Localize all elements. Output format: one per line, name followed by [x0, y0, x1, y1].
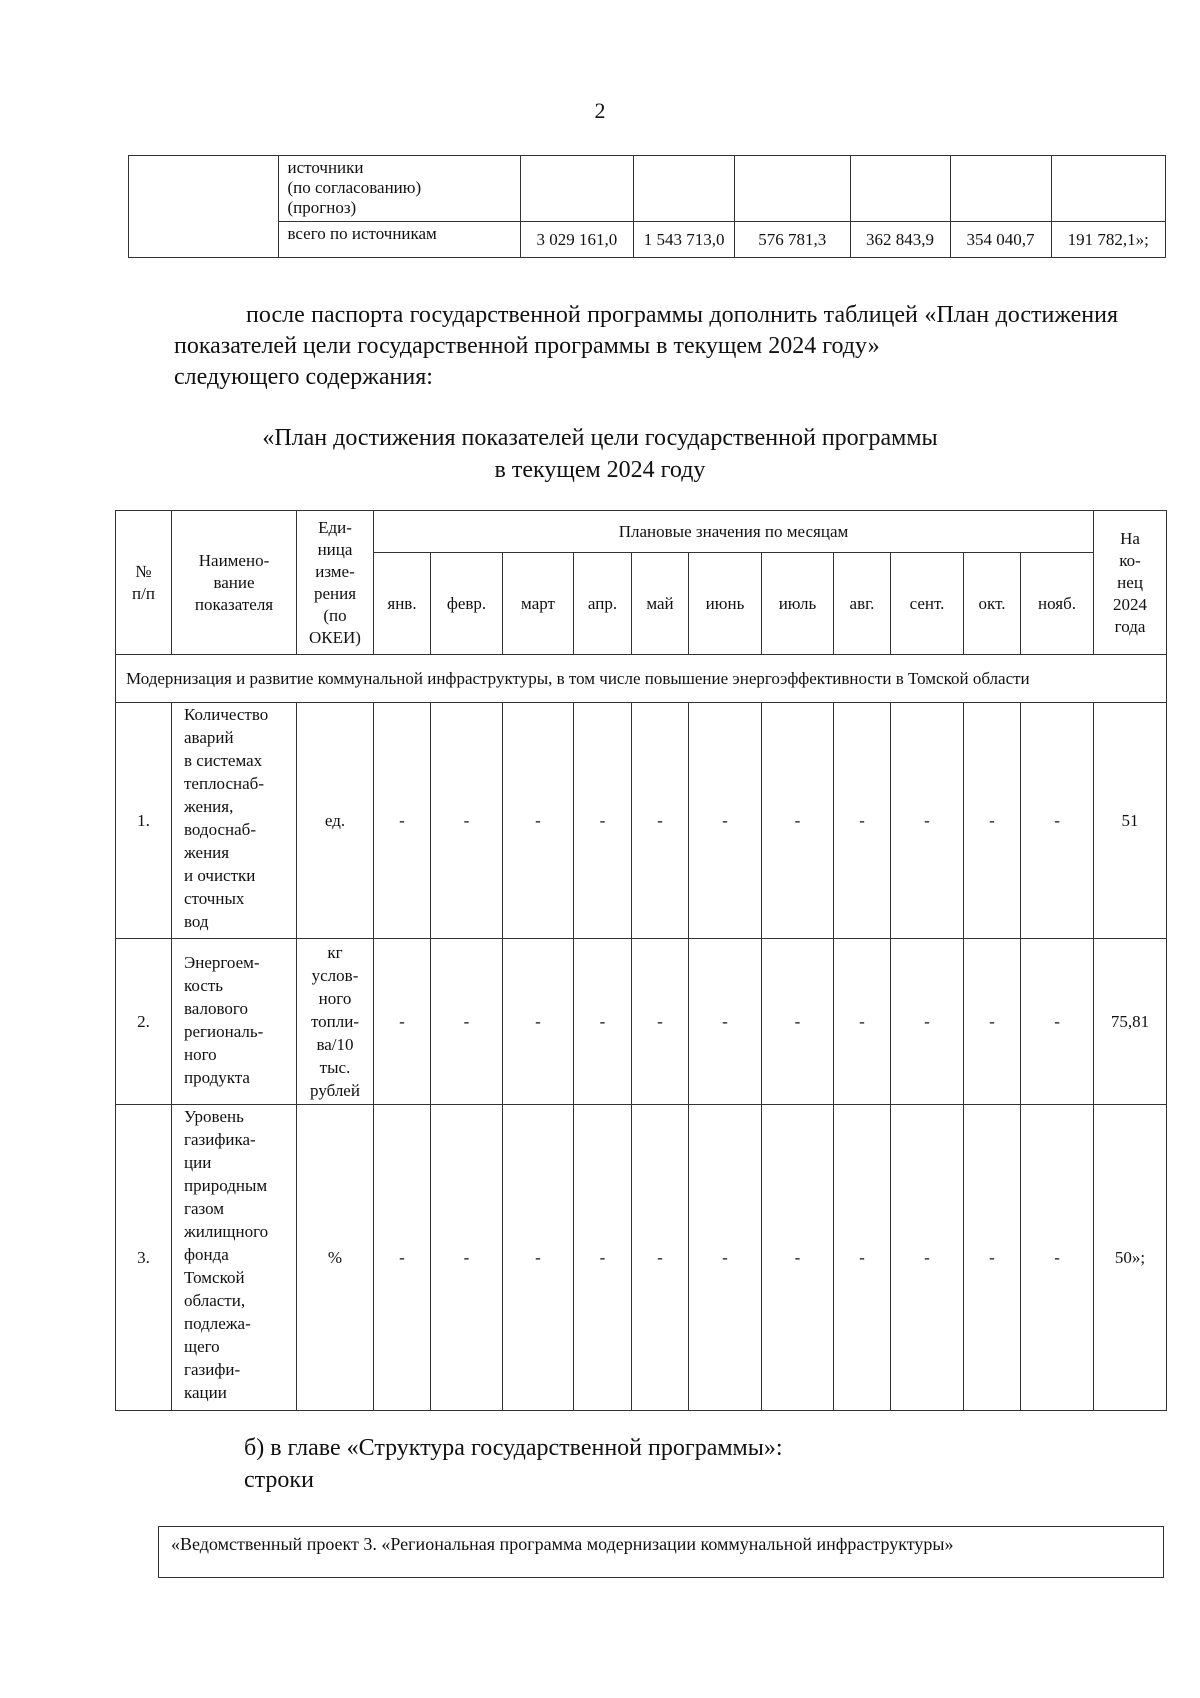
month-value: -	[762, 939, 834, 1105]
header-months-group: Плановые значения по месяцам	[374, 511, 1094, 553]
row-num: 3.	[116, 1105, 172, 1411]
section-title: Модернизация и развитие коммунальной инфраструктуры, в том числе повышение энергоэффективности в Томской области	[116, 655, 1167, 703]
header-month: март	[503, 553, 574, 655]
total-sources-label: всего по источникам	[279, 222, 520, 258]
indicator-unit: %	[297, 1105, 374, 1411]
month-value: -	[431, 703, 503, 939]
month-value: -	[431, 1105, 503, 1411]
indicator-name: Энергоем- кость валового региональ- ного продукта	[172, 939, 297, 1105]
header-end-of-year: На ко- нец 2024 года	[1094, 511, 1167, 655]
page-number: 2	[594, 98, 606, 123]
month-value: -	[374, 1105, 431, 1411]
header-month: июль	[762, 553, 834, 655]
header-unit: Еди- ница изме- рения (по ОКЕИ)	[297, 511, 374, 655]
month-value: -	[834, 1105, 891, 1411]
indicator-name: Уровень газифика- ции природным газом жилищного фонда Томской области, подлежа- щего газифи- кации	[172, 1105, 297, 1411]
month-value: -	[762, 1105, 834, 1411]
plan-table	[115, 510, 1167, 1411]
month-value: -	[834, 703, 891, 939]
month-value: -	[689, 1105, 762, 1411]
month-value: -	[632, 1105, 689, 1411]
total-value: 362 843,9	[850, 222, 950, 258]
total-value: 576 781,3	[735, 222, 850, 258]
header-name: Наимено- вание показателя	[172, 511, 297, 655]
row-num: 2.	[116, 939, 172, 1105]
month-value: -	[834, 939, 891, 1105]
header-month: окт.	[964, 553, 1021, 655]
month-value: -	[374, 703, 431, 939]
indicator-unit: кг услов- ного топли- ва/10 тыс. рублей	[297, 939, 374, 1105]
month-value: -	[1021, 1105, 1094, 1411]
total-value: 191 782,1»;	[1051, 222, 1165, 258]
month-value: -	[689, 703, 762, 939]
empty-cell	[129, 156, 279, 258]
header-month: июнь	[689, 553, 762, 655]
indicator-name: Количество аварий в системах теплоснаб- жения, водоснаб- жения и очистки сточных вод	[172, 703, 297, 939]
header-month: янв.	[374, 553, 431, 655]
row-num: 1.	[116, 703, 172, 939]
header-month: февр.	[431, 553, 503, 655]
header-num: № п/п	[116, 511, 172, 655]
month-value: -	[503, 703, 574, 939]
month-value: -	[574, 1105, 632, 1411]
month-value: -	[964, 1105, 1021, 1411]
month-value: -	[431, 939, 503, 1105]
month-value: -	[1021, 703, 1094, 939]
sources-label: источники (по согласованию) (прогноз)	[279, 156, 520, 222]
month-value: -	[964, 939, 1021, 1105]
end-of-year-value: 75,81	[1094, 939, 1167, 1105]
total-value: 354 040,7	[950, 222, 1051, 258]
month-value: -	[574, 703, 632, 939]
month-value: -	[1021, 939, 1094, 1105]
end-of-year-value: 51	[1094, 703, 1167, 939]
month-value: -	[964, 703, 1021, 939]
header-month: сент.	[891, 553, 964, 655]
total-value: 3 029 161,0	[520, 222, 633, 258]
month-value: -	[689, 939, 762, 1105]
project-row-box: «Ведомственный проект 3. «Региональная программа модернизации коммунальной инфраструктуры»	[158, 1526, 1164, 1578]
total-value: 1 543 713,0	[634, 222, 735, 258]
header-month: авг.	[834, 553, 891, 655]
section-b-text: б) в главе «Структура государственной программы»: строки	[244, 1435, 783, 1493]
month-value: -	[574, 939, 632, 1105]
header-month: апр.	[574, 553, 632, 655]
header-month: нояб.	[1021, 553, 1094, 655]
month-value: -	[762, 703, 834, 939]
table-title: «План достижения показателей цели государственной программы в текущем 2024 году	[262, 425, 938, 483]
month-value: -	[503, 939, 574, 1105]
month-value: -	[632, 939, 689, 1105]
amendment-paragraph: после паспорта государственной программы дополнить таблицей «План достижения показателей цели государственной программы в текущем 2024 году» следующего содержания:	[174, 302, 1118, 390]
header-month: май	[632, 553, 689, 655]
month-value: -	[632, 703, 689, 939]
indicator-unit: ед.	[297, 703, 374, 939]
end-of-year-value: 50»;	[1094, 1105, 1167, 1411]
sources-table	[128, 155, 1166, 258]
month-value: -	[891, 703, 964, 939]
month-value: -	[374, 939, 431, 1105]
month-value: -	[891, 1105, 964, 1411]
month-value: -	[503, 1105, 574, 1411]
month-value: -	[891, 939, 964, 1105]
